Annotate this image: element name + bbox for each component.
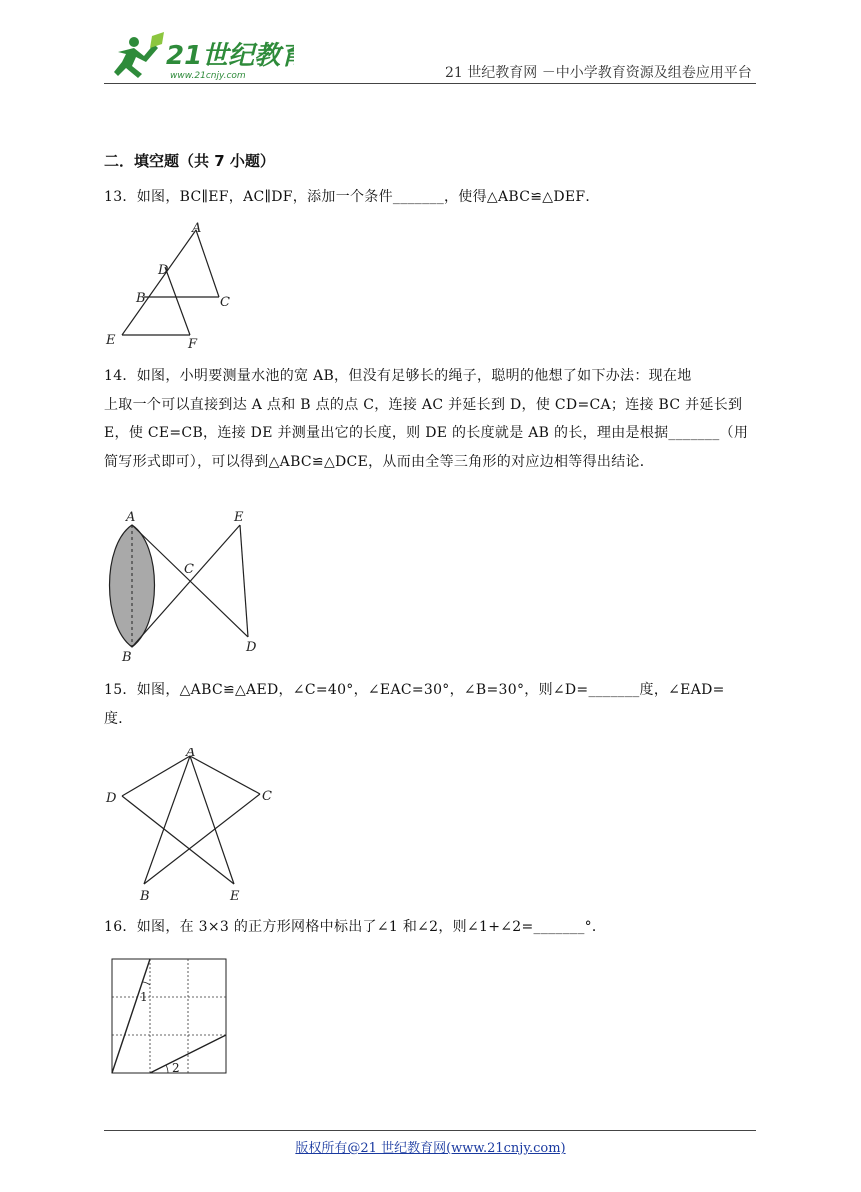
fig14-label-b: B: [122, 650, 132, 665]
footer-divider: [104, 1130, 756, 1131]
fig15-label-b: B: [140, 889, 150, 904]
fig15-label-e: E: [230, 889, 240, 904]
question-14-line-1: 14．如图，小明要测量水池的宽 AB，但没有足够长的绳子，聪明的他想了如下办法：现在地: [104, 368, 692, 384]
fig13-label-c: C: [220, 295, 230, 310]
figure-13: [104, 220, 254, 354]
question-16: 16．如图，在 3×3 的正方形网格中标出了∠1 和∠2，则∠1+∠2=_______°．: [104, 919, 607, 935]
figure-14: [100, 505, 270, 669]
fig14-label-e: E: [234, 510, 244, 525]
header-divider: [104, 83, 756, 84]
question-14-line-2: 上取一个可以直接到达 A 点和 B 点的点 C，连接 AC 并延长到 D，使 CD=CA；连接 BC 并延长到: [104, 396, 743, 413]
site-logo: [104, 30, 294, 86]
fig14-label-d: D: [246, 640, 257, 655]
fig15-label-c: C: [262, 789, 272, 804]
question-15: [104, 676, 754, 733]
fig16-label-angle-1: 1: [140, 990, 148, 1004]
figure-15: [104, 748, 284, 910]
fig13-label-f: F: [188, 337, 198, 350]
question-14: [104, 362, 754, 476]
fig13-label-a: A: [192, 221, 202, 236]
fig13-label-b: B: [136, 291, 146, 306]
question-15-line-1: 15．如图，△ABC≌△AED，∠C=40°，∠EAC=30°，∠B=30°，则∠D=_______度，∠EAD=: [104, 682, 725, 698]
logo-text: 21世纪教育: [166, 41, 294, 71]
fig16-label-angle-2: 2: [172, 1061, 180, 1075]
fig15-label-a: A: [186, 748, 196, 760]
fig14-label-a: A: [126, 510, 136, 525]
question-15-line-2: 度．: [104, 710, 133, 727]
logo-url-text: www.21cnjy.com: [170, 71, 246, 81]
question-13: 13．如图，BC∥EF，AC∥DF，添加一个条件_______，使得△ABC≌△DEF．: [104, 189, 600, 205]
fig14-label-c: C: [184, 562, 194, 577]
runner-icon: [114, 32, 164, 78]
question-14-line-4: 简写形式即可），可以得到△ABC≌△DCE，从而由全等三角形的对应边相等得出结论．: [104, 453, 655, 470]
site-slogan: 21 世纪教育网 －中小学教育资源及组卷应用平台: [445, 65, 752, 81]
footer-copyright-link[interactable]: 版权所有@21 世纪教育网(www.21cnjy.com): [295, 1141, 566, 1156]
fig13-label-e: E: [106, 333, 116, 348]
figure-16: [108, 955, 233, 1084]
fig15-label-d: D: [106, 791, 117, 806]
question-14-line-3: E，使 CE=CB，连接 DE 并测量出它的长度，则 DE 的长度就是 AB 的长，理由是根据_______（用: [104, 425, 749, 441]
section-title: 二．填空题（共 7 小题）: [104, 152, 275, 170]
fig13-label-d: D: [158, 263, 169, 278]
